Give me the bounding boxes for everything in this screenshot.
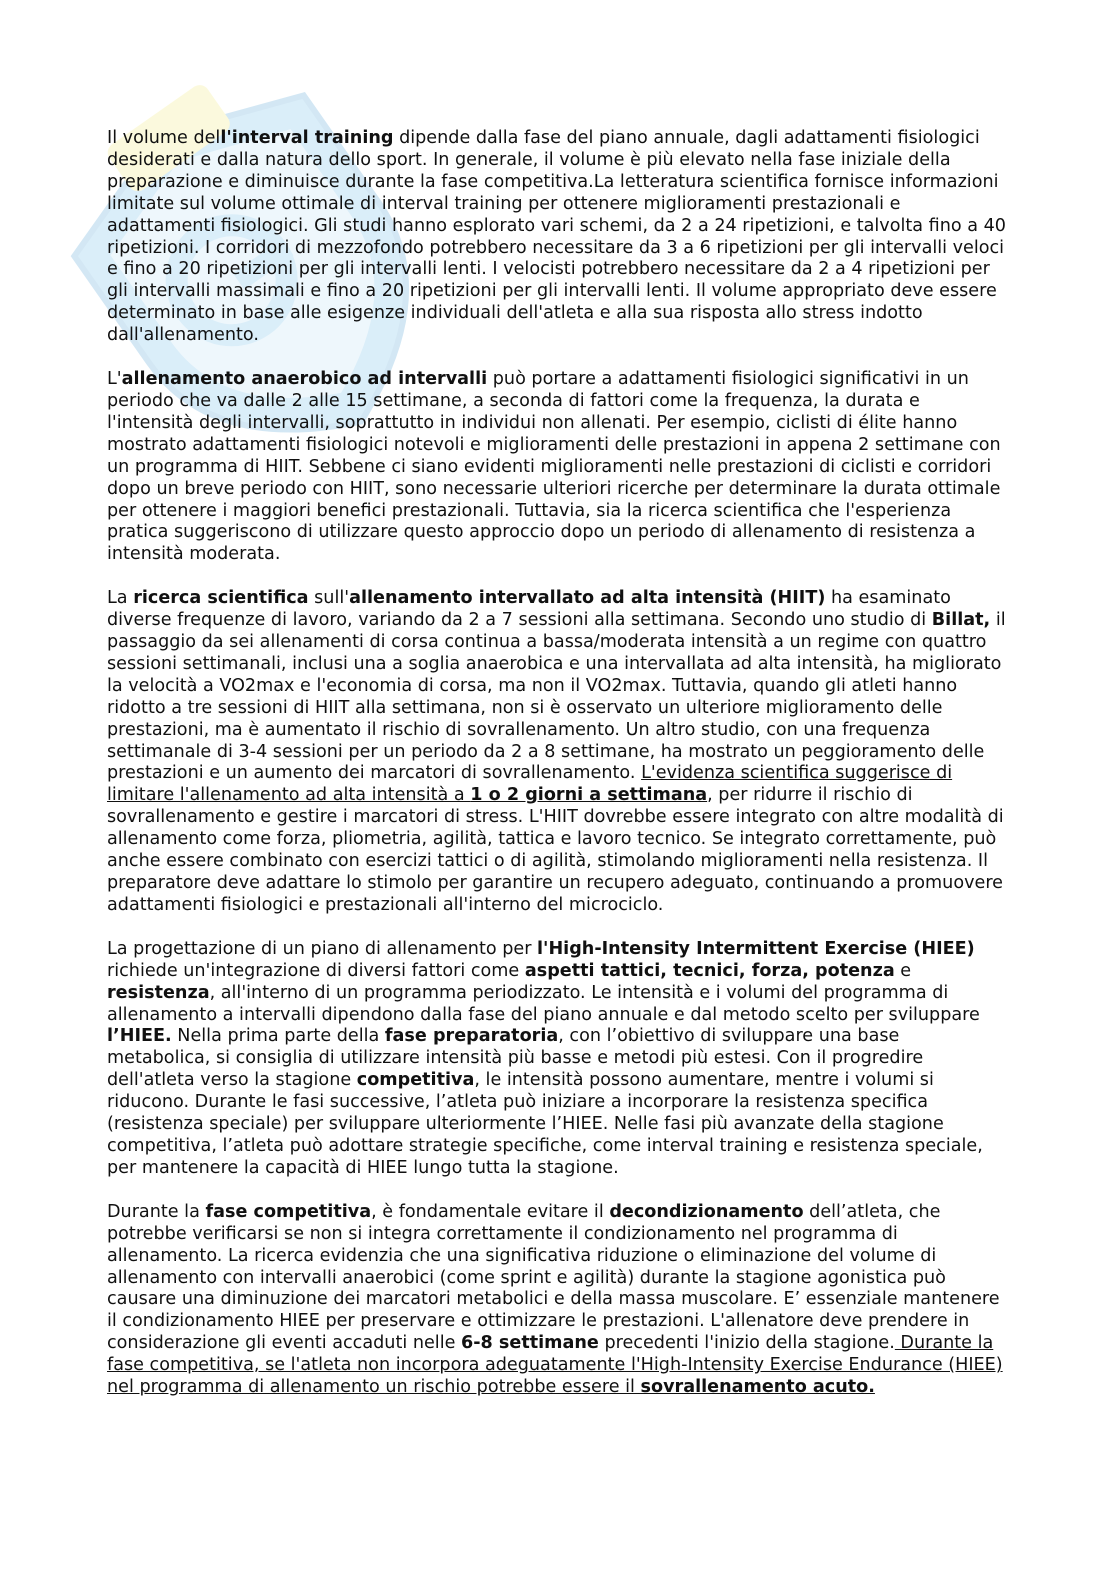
text-run: sull' [308,588,350,609]
text-run: L' [107,369,122,390]
text-run: dipende dalla fase del piano annuale, dagli adattamenti fisiologici desiderati e dalla natura dello sport. In generale, il volume è più elevato nella fase iniziale della preparazione e diminuisce durante la fase competitiva.La letteratura scientifica fornisce informazioni limitate sul volume ottimale di interval training per ottenere miglioramenti prestazionali e adattamenti fisiologici. Gli studi hanno esplorato vari schemi, da 2 a 24 ripetizioni, e talvolta fino a 40 ripetizioni. I corridori di mezzofondo potrebbero necessitare da 3 a 6 ripetizioni per gli intervalli veloci e fino a 20 ripetizioni per gli intervalli lenti. I velocisti potrebbero necessitare da 2 a 4 ripetizioni per gli intervalli massimali e fino a 20 ripetizioni per gli intervalli lenti. Il volume appropriato deve essere determinato in base alle esigenze individuali dell'atleta e alla sua risposta allo stress indotto dall'allenamento. [107,128,1006,346]
bold-underlined-text: sovrallenamento acuto. [640,1377,875,1398]
text-run: , all'interno di un programma periodizzato. Le intensità e i volumi del programma di allenamento a intervalli dipendono dalla fase del piano annuale e dal metodo scelto per sviluppare [107,982,980,1025]
bold-text: fase competitiva [205,1201,372,1222]
paragraph-competitive-phase [107,1202,1007,1399]
bold-text: l’HIEE. [107,1026,172,1047]
bold-text: Billat, [931,610,991,631]
bold-text: aspetti tattici, tecnici, forza, potenza [524,960,895,981]
text-run: e [894,960,912,981]
underlined-text: L'evidenza scientifica suggerisce di limitare l'allenamento ad alta intensità a [107,763,953,806]
bold-text: decondizionamento [609,1201,804,1222]
text-run: Durante la [107,1201,206,1222]
bold-text: fase preparatoria [384,1026,559,1047]
text-run: il passaggio da sei allenamenti di corsa continua a bassa/moderata intensità a un regime con quattro sessioni settimanali, inclusi una a soglia anaerobica e una intervallata ad alta intensità, ha migliorato la velocità a VO2max e l'economia di corsa, ma non il VO2max. Tuttavia, quando gli atleti hanno ridotto a tre sessioni di HIIT alla settimana, non si è osservato un ulteriore miglioramento delle prestazioni, ma è aumentato il rischio di sovrallenamento. Un altro studio, con una frequenza settimanale di 3-4 sessioni per un periodo da 2 a 8 settimane, ha mostrato un peggioramento delle prestazioni e un aumento dei marcatori di sovrallenamento. [107,610,1006,784]
text-run: richiede un'integrazione di diversi fattori come [107,960,525,981]
text-run: , le intensità possono aumentare, mentre i volumi si riducono. Durante le fasi successive, l’atleta può iniziare a incorporare la resistenza specifica (resistenza speciale) per sviluppare ulteriormente l’HIEE. Nelle fasi più avanzate della stagione competitiva, l’atleta può adottare strategie specifiche, come interval training e resistenza speciale, per mantenere la capacità di HIEE lungo tutta la stagione. [107,1070,983,1178]
bold-text: resistenza [107,982,210,1003]
document-body [107,128,1007,1421]
text-run: , è fondamentale evitare il [371,1201,610,1222]
bold-text: allenamento anaerobico ad intervalli [121,369,488,390]
text-run: dell’atleta, che potrebbe verificarsi se non si integra correttamente il condizionamento nel programma di allenamento. La ricerca evidenzia che una significativa riduzione o eliminazione del volume di allenamento con intervalli anaerobici (come sprint e agilità) durante la stagione agonistica può causare una diminuzione dei marcatori metabolici e della massa muscolare. E’ essenziale mantenere il condizionamento HIEE per preservare e ottimizzare le prestazioni. L'allenatore deve prendere in considerazione gli eventi accaduti nelle [107,1201,1000,1354]
text-run: , con l’obiettivo di sviluppare una base metabolica, si consiglia di utilizzare intensità più basse e metodi più estesi. Con il progredire dell'atleta verso la stagione [107,1026,924,1091]
paragraph-hiit-research [107,588,1007,917]
bold-text: l'interval training [220,128,394,148]
text-run: può portare a adattamenti fisiologici significativi in un periodo che va dalle 2 alle 15 settimane, a seconda di fattori come la frequenza, la durata e l'intensità degli intervalli, soprattutto in individui non allenati. Per esempio, ciclisti di élite hanno mostrato adattamenti fisiologici notevoli e miglioramenti delle prestazioni in appena 2 settimane con un programma di HIIT. Sebbene ci siano evidenti miglioramenti nelle prestazioni di ciclisti e corridori dopo un breve periodo con HIIT, sono necessarie ulteriori ricerche per determinare la durata ottimale per ottenere i maggiori benefici prestazionali. Tuttavia, sia la ricerca scientifica che l'esperienza pratica suggeriscono di utilizzare questo approccio dopo un periodo di allenamento di resistenza a intensità moderata. [107,369,1001,565]
paragraph-hiee-planning [107,939,1007,1180]
bold-text: 6-8 settimane [461,1333,599,1354]
text-run: ha esaminato diverse frequenze di lavoro, variando da 2 a 7 sessioni alla settimana. Secondo uno studio di [107,588,951,631]
bold-text: l'High-Intensity Intermittent Exercise (HIEE) [537,938,975,959]
bold-text: competitiva [356,1070,475,1091]
paragraph-interval-training-volume [107,128,1007,347]
text-run: La progettazione di un piano di allenamento per [107,938,538,959]
bold-text: allenamento intervallato ad alta intensità (HIIT) [349,588,826,609]
text-run: Il volume del [107,128,221,148]
paragraph-anaerobic-interval-training [107,369,1007,566]
text-run: Nella prima parte della [171,1026,385,1047]
text-run: La [107,588,134,609]
text-run: precedenti l'inizio della stagione. [598,1333,895,1354]
underlined-text: Durante la fase competitiva, se l'atleta non incorpora adeguatamente l'High-Intensity Exercise Endurance (HIEE) nel programma di allenamento un rischio potrebbe essere il [107,1333,1003,1398]
bold-underlined-text: 1 o 2 giorni a settimana [470,785,708,806]
text-run: , per ridurre il rischio di sovrallenamento e gestire i marcatori di stress. L'HIIT dovrebbe essere integrato con altre modalità di allenamento come forza, pliometria, agilità, tattica e lavoro tecnico. Se integrato correttamente, può anche essere combinato con esercizi tattici o di agilità, stimolando miglioramenti nella resistenza. Il preparatore deve adattare lo stimolo per garantire un recupero adeguato, continuando a promuovere adattamenti fisiologici e prestazionali all'interno del microciclo. [107,785,1004,915]
bold-text: ricerca scientifica [133,588,309,609]
